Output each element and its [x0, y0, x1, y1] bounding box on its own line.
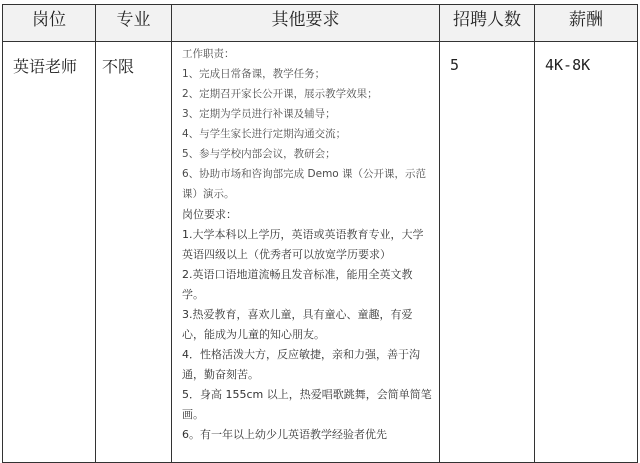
- duty-item: 1、完成日常备课，教学任务；: [182, 68, 326, 80]
- requirement-item: 4．性格活泼大方，反应敏捷，亲和力强，善于沟通，勤奋刻苦。: [182, 348, 420, 381]
- duty-item: 5、参与学校内部会议，教研会；: [182, 148, 336, 160]
- cell-requirements: [172, 42, 440, 463]
- job-table: [2, 4, 638, 463]
- header-row: [3, 5, 638, 42]
- header-position: 岗位: [3, 5, 96, 42]
- requirements-title: 岗位要求：: [182, 208, 237, 221]
- duty-item: 3、定期为学员进行补课及辅导；: [182, 108, 336, 120]
- header-requirements: 其他要求: [172, 5, 440, 42]
- requirement-item: 1.大学本科以上学历，英语或英语教育专业，大学英语四级以上（优秀者可以放宽学历要求）: [182, 228, 424, 261]
- duty-item: 4、与学生家长进行定期沟通交流；: [182, 128, 347, 140]
- duty-item: 2、定期召开家长公开课，展示教学效果；: [182, 88, 378, 100]
- header-salary: 薪酬: [535, 5, 638, 42]
- requirement-item: 2.英语口语地道流畅且发音标准，能用全英文教学。: [182, 268, 413, 301]
- cell-major: 不限: [96, 42, 172, 463]
- duties-title: 工作职责：: [182, 48, 235, 60]
- duty-item: 6、协助市场和咨询部完成 Demo 课（公开课，示范课）演示。: [182, 168, 427, 200]
- table-row: [3, 42, 638, 463]
- requirement-item: 5．身高 155cm 以上，热爱唱歌跳舞，会简单简笔画。: [182, 388, 432, 421]
- requirements-section: [182, 205, 433, 445]
- duties-section: [182, 44, 433, 204]
- requirement-item: 6。有一年以上幼少儿英语教学经验者优先: [182, 428, 387, 441]
- cell-salary: 4K-8K: [535, 42, 638, 463]
- cell-headcount: 5: [440, 42, 535, 463]
- cell-position: 英语老师: [3, 42, 96, 463]
- requirement-item: 3.热爱教育，喜欢儿童，具有童心、童趣，有爱心，能成为儿童的知心朋友。: [182, 308, 413, 341]
- header-headcount: 招聘人数: [440, 5, 535, 42]
- header-major: 专业: [96, 5, 172, 42]
